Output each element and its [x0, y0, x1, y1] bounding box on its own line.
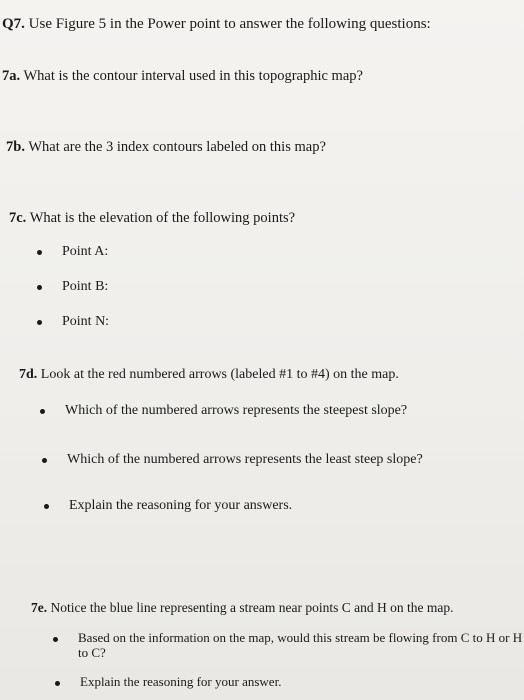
list-item-explain-answer — [55, 675, 281, 690]
list-item-explain-answers — [44, 498, 292, 514]
question-7-number: Q7. — [2, 16, 25, 32]
list-item-stream-direction — [53, 631, 524, 661]
point-a-label: Point A: — [62, 244, 109, 259]
question-7c-label: 7c. — [9, 210, 27, 226]
question-7a-text: What is the contour interval used in this topographic map? — [23, 68, 363, 84]
question-7d-label: 7d. — [19, 367, 38, 382]
question-7c — [9, 210, 295, 227]
list-item-point-b — [37, 279, 108, 295]
question-7a-label: 7a. — [2, 68, 21, 84]
bullet-icon — [37, 250, 42, 255]
question-7b-text: What are the 3 index contours labeled on this map? — [28, 139, 326, 155]
question-7-heading — [2, 16, 431, 33]
list-item-point-a — [37, 244, 108, 260]
explain-answer-prompt: Explain the reasoning for your answer. — [80, 674, 282, 689]
point-n-label: Point N: — [62, 314, 110, 329]
question-7e-label: 7e. — [31, 600, 48, 615]
point-b-label: Point B: — [62, 279, 109, 294]
bullet-icon — [44, 504, 49, 509]
bullet-icon — [40, 409, 45, 414]
question-7a — [2, 68, 363, 85]
least-steep-slope-question: Which of the numbered arrows represents the least steep slope? — [67, 452, 423, 467]
question-7d — [19, 367, 399, 383]
list-item-least-steep-slope — [42, 452, 423, 468]
steepest-slope-question: Which of the numbered arrows represents the steepest slope? — [65, 403, 408, 418]
bullet-icon — [37, 285, 42, 290]
question-7c-text: What is the elevation of the following points? — [29, 210, 296, 226]
list-item-point-n — [37, 314, 109, 330]
bullet-icon — [42, 458, 47, 463]
bullet-icon — [37, 320, 42, 325]
question-7b-label: 7b. — [6, 139, 25, 155]
question-7e — [31, 600, 454, 616]
explain-answers-prompt: Explain the reasoning for your answers. — [69, 498, 293, 513]
list-item-steepest-slope — [40, 403, 407, 419]
question-7b — [6, 139, 326, 156]
stream-direction-question: Based on the information on the map, would this stream be flowing from C to H or H to C? — [78, 630, 523, 660]
bullet-icon — [55, 681, 60, 686]
question-7e-text: Notice the blue line representing a stream near points C and H on the map. — [50, 600, 454, 615]
question-7d-text: Look at the red numbered arrows (labeled #1 to #4) on the map. — [40, 367, 399, 382]
bullet-icon — [53, 637, 58, 642]
question-7-text: Use Figure 5 in the Power point to answer the following questions: — [28, 16, 431, 32]
